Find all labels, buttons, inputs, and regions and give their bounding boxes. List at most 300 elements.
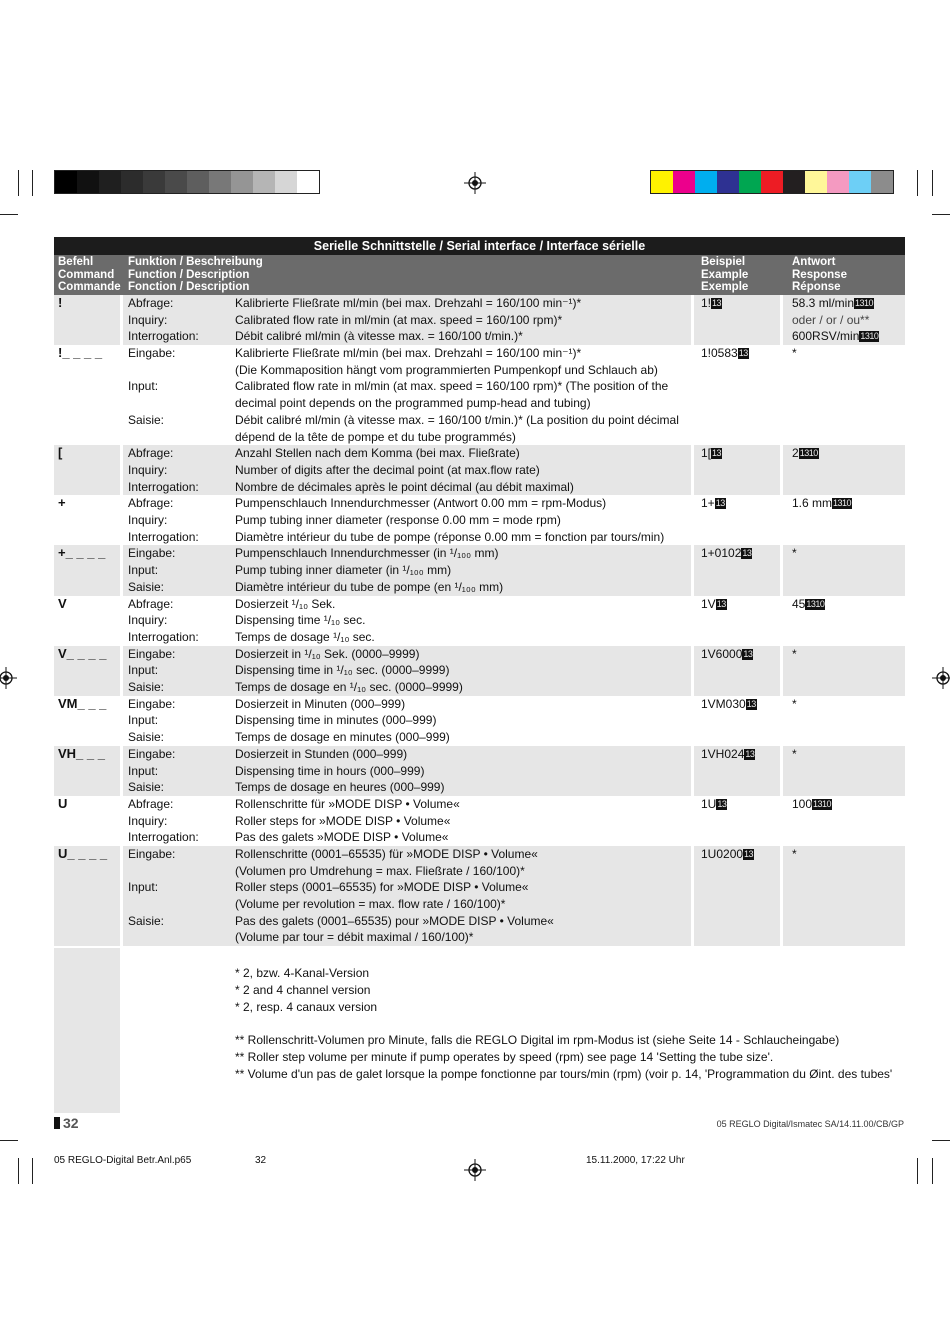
example-text: 1! — [701, 296, 712, 310]
table-row — [54, 445, 905, 495]
language-label — [128, 395, 235, 412]
language-label: Input: — [128, 563, 159, 578]
description-line — [128, 779, 691, 796]
description-line — [128, 646, 691, 663]
language-label — [128, 929, 235, 946]
description-text: Kalibrierte Fließrate ml/min (bei max. Drehzahl = 160/100 min⁻¹)* — [235, 346, 582, 361]
language-label: Inquiry: — [128, 613, 168, 628]
footnote-double: ** Volume d'un pas de galet lorsque la pompe fonctionne par tours/min (rpm) (voir p. 14, 'Programmation du Øint. des tubes' — [235, 1067, 893, 1081]
response-line — [792, 796, 905, 813]
function-cell — [123, 646, 691, 696]
description-line — [128, 362, 691, 379]
description-line — [128, 562, 691, 579]
control-code-badge: 13 — [742, 548, 752, 559]
description-text: Temps de dosage en heures (000–999) — [235, 780, 445, 795]
crop-mark — [932, 1140, 950, 1141]
description-text: Pump tubing inner diameter (response 0.00 mm = mode rpm) — [235, 513, 561, 528]
language-label: Eingabe: — [128, 746, 176, 761]
description-text: Number of digits after the decimal point (at max.flow rate) — [235, 462, 540, 477]
command-cell: VH_ _ _ — [54, 746, 120, 796]
color-swatch — [673, 171, 695, 193]
example-line — [701, 646, 780, 663]
crop-mark — [18, 170, 19, 196]
description-text: (Volumen pro Umdrehung = max. Fließrate / 160/100)* — [235, 863, 525, 878]
response-line — [792, 696, 905, 713]
description-text: dépend de la tête de pompe et du tube programmés) — [235, 429, 516, 444]
example-cell — [694, 646, 780, 696]
response-line — [792, 545, 905, 562]
description-line — [128, 445, 691, 462]
color-swatch — [805, 171, 827, 193]
function-cell — [123, 295, 691, 345]
command-cell: V — [58, 595, 67, 611]
response-line — [792, 646, 905, 663]
response-cell — [783, 596, 905, 646]
table-row — [54, 295, 905, 345]
description-text: decimal point depends on the programmed pump-head and tubing) — [235, 396, 591, 411]
control-code-badge: 13 — [716, 598, 726, 609]
description-line — [128, 679, 691, 696]
header-label: Beispiel — [701, 256, 746, 268]
table-row — [54, 545, 905, 595]
command-cell: V_ _ _ _ — [54, 646, 120, 696]
description-line — [128, 579, 691, 596]
function-cell — [123, 445, 691, 495]
command-cell: ! — [54, 295, 120, 345]
slug-datetime: 15.11.2000, 17:22 Uhr — [586, 1155, 685, 1166]
description-line — [128, 596, 691, 613]
gray-swatch — [297, 171, 319, 193]
response-text: 1.6 mm — [792, 496, 833, 511]
description-text: Temps de dosage ¹/₁₀ sec. — [235, 629, 375, 644]
crop-mark — [18, 1158, 19, 1184]
registration-mark-icon — [464, 172, 486, 194]
function-cell — [123, 796, 691, 846]
response-text: * — [792, 746, 797, 761]
response-text: * — [792, 696, 797, 711]
description-line — [128, 696, 691, 713]
function-cell — [123, 596, 691, 646]
slug-file: 05 REGLO-Digital Betr.Anl.p65 — [54, 1155, 192, 1166]
control-code-badge: 13 — [738, 348, 748, 359]
command-cell: VM_ _ _ — [58, 695, 107, 711]
description-line — [128, 612, 691, 629]
slug-page: 32 — [255, 1155, 267, 1166]
function-cell — [123, 495, 691, 545]
description-line — [128, 846, 691, 863]
header-label: Commande — [58, 281, 121, 293]
description-line — [128, 395, 691, 412]
header-label: Exemple — [701, 281, 749, 293]
response-text: 58.3 ml/min — [792, 296, 855, 310]
description-line — [128, 295, 691, 312]
table-header — [54, 255, 905, 295]
response-text: 100 — [792, 796, 813, 811]
language-label: Inquiry: — [128, 312, 168, 327]
registration-mark-icon — [0, 667, 17, 689]
description-line — [128, 378, 691, 395]
language-label: Eingabe: — [128, 546, 176, 561]
color-swatch — [871, 171, 893, 193]
control-code-badge: 1310 — [799, 448, 818, 459]
command-cell: [ — [54, 445, 120, 495]
gray-swatch — [187, 171, 209, 193]
description-text: Rollenschritte (0001–65535) für »MODE DISP • Volume« — [235, 847, 538, 862]
description-text: Anzahl Stellen nach dem Komma (bei max. Fließrate) — [235, 446, 520, 461]
response-text: 600RSV/min — [792, 329, 860, 344]
description-text: Dosierzeit in Minuten (000–999) — [235, 696, 406, 711]
example-text: 1V — [701, 596, 716, 611]
header-label: Example — [701, 268, 749, 281]
description-line — [128, 479, 691, 496]
example-text: 1VM030 — [701, 696, 746, 711]
description-text: Dispensing time ¹/₁₀ sec. — [235, 613, 366, 628]
gray-swatch — [253, 171, 275, 193]
control-code-badge: 1310 — [855, 298, 874, 308]
command-cell: + — [58, 495, 66, 511]
crop-mark — [932, 1158, 933, 1184]
description-text: Débit calibré ml/min (à vitesse max. = 160/100 t/min.)* — [235, 329, 523, 344]
example-text: 1U — [701, 796, 717, 811]
description-text: Dosierzeit ¹/₁₀ Sek. — [235, 596, 336, 611]
example-text: 1+ — [701, 496, 715, 511]
footnote-panel — [123, 948, 691, 1113]
description-text: Temps de dosage en ¹/₁₀ sec. (0000–9999) — [235, 680, 463, 695]
example-line — [701, 495, 780, 512]
function-cell — [123, 545, 691, 595]
example-line — [701, 295, 780, 312]
color-swatch — [717, 171, 739, 193]
description-line — [128, 545, 691, 562]
header-command — [58, 256, 121, 294]
language-label: Inquiry: — [128, 813, 168, 828]
response-cell — [783, 696, 905, 746]
response-cell — [783, 545, 905, 595]
description-text: (Die Kommaposition hängt vom programmierten Pumpenkopf und Schlauch ab) — [235, 362, 658, 377]
language-label: Interrogation: — [128, 479, 199, 494]
footnotes-area — [54, 948, 905, 1113]
description-line — [128, 312, 691, 329]
table-row — [54, 846, 905, 946]
registration-mark-icon — [464, 1159, 486, 1181]
example-text: 1+0102 — [701, 546, 742, 561]
control-code-badge: 13 — [712, 298, 722, 308]
document-reference: 05 REGLO Digital/Ismatec SA/14.11.00/CB/GP — [716, 1119, 904, 1129]
language-label: Saisie: — [128, 913, 165, 928]
language-label: Eingabe: — [128, 646, 176, 661]
control-code-badge: 1310 — [813, 798, 832, 809]
language-label: Eingabe: — [128, 696, 176, 711]
language-label: Saisie: — [128, 730, 165, 745]
description-line — [128, 729, 691, 746]
footnote-double: ** Roller step volume per minute if pump operates by speed (rpm) see page 14 'Setting the tube size'. — [235, 1050, 774, 1064]
gray-swatch — [55, 171, 77, 193]
description-line — [128, 896, 691, 913]
table-row — [54, 796, 905, 846]
gray-swatch — [275, 171, 297, 193]
response-cell — [783, 345, 905, 445]
language-label: Interrogation: — [128, 329, 199, 344]
language-label: Input: — [128, 379, 159, 394]
response-line — [792, 846, 905, 863]
control-code-badge: 1310 — [860, 331, 879, 342]
color-swatch — [761, 171, 783, 193]
response-line — [792, 312, 905, 329]
command-cell: !_ _ _ _ — [58, 345, 103, 361]
description-line — [128, 929, 691, 946]
example-cell — [694, 445, 780, 495]
example-cell — [694, 295, 780, 345]
header-function — [128, 256, 263, 294]
description-text: (Volume par tour = débit maximal / 160/100)* — [235, 930, 474, 945]
response-cell — [783, 796, 905, 846]
crop-mark — [32, 170, 33, 196]
table-row — [54, 345, 905, 445]
description-text: Calibrated flow rate in ml/min (at max. speed = 160/100 rpm)* — [235, 312, 563, 327]
gray-swatch — [143, 171, 165, 193]
language-label: Saisie: — [128, 680, 165, 695]
response-cell — [783, 295, 905, 345]
description-line — [128, 913, 691, 930]
language-label: Saisie: — [128, 780, 165, 795]
description-text: Pas des galets (0001–65535) pour »MODE DISP • Volume« — [235, 913, 554, 928]
color-swatch — [827, 171, 849, 193]
control-code-badge: 13 — [717, 798, 727, 809]
example-line — [701, 596, 780, 613]
response-cell — [783, 646, 905, 696]
gray-swatch — [99, 171, 121, 193]
table-row — [54, 696, 905, 746]
header-response — [792, 256, 847, 294]
language-label: Abfrage: — [128, 446, 174, 461]
description-text: Pump tubing inner diameter (in ¹/₁₀₀ mm) — [235, 563, 452, 578]
description-text: Pas des galets »MODE DISP • Volume« — [235, 830, 449, 845]
header-label: Befehl — [58, 256, 94, 268]
description-line — [128, 328, 691, 345]
example-text: 1!0583 — [701, 346, 738, 361]
crop-mark — [917, 1158, 918, 1184]
table-row — [54, 596, 905, 646]
description-text: Pumpenschlauch Innendurchmesser (Antwort 0.00 mm = rpm-Modus) — [235, 496, 607, 511]
control-code-badge: 13 — [744, 849, 754, 860]
description-text: Dispensing time in hours (000–999) — [235, 763, 425, 778]
language-label — [128, 362, 235, 379]
function-cell — [123, 746, 691, 796]
table-row — [54, 746, 905, 796]
response-cell — [783, 746, 905, 796]
description-text: Dosierzeit in Stunden (000–999) — [235, 746, 408, 761]
language-label: Abfrage: — [128, 296, 174, 310]
response-line — [792, 445, 905, 462]
function-cell — [123, 846, 691, 946]
description-line — [128, 662, 691, 679]
description-line — [128, 512, 691, 529]
page-number-text: 32 — [63, 1115, 79, 1131]
command-cell: U — [58, 795, 68, 811]
language-label: Eingabe: — [128, 847, 176, 862]
description-line — [128, 796, 691, 813]
language-label: Eingabe: — [128, 346, 176, 361]
response-line — [792, 328, 905, 345]
language-label: Inquiry: — [128, 462, 168, 477]
language-label: Input: — [128, 880, 159, 895]
command-cell: U_ _ _ _ — [54, 846, 120, 946]
description-line — [128, 746, 691, 763]
color-swatch — [739, 171, 761, 193]
gray-swatch — [77, 171, 99, 193]
crop-mark — [932, 170, 933, 196]
control-code-badge: 13 — [746, 698, 756, 709]
description-text: Débit calibré ml/min (à vitesse max. = 160/100 t/min.)* (La position du point décimal — [235, 412, 679, 427]
gray-swatch — [165, 171, 187, 193]
description-text: Roller steps (0001–65535) for »MODE DISP • Volume« — [235, 880, 529, 895]
response-cell — [783, 846, 905, 946]
control-code-badge: 1310 — [833, 498, 852, 509]
language-label: Input: — [128, 713, 159, 728]
control-code-badge: 13 — [745, 748, 755, 759]
header-label: Function / Description — [128, 268, 250, 281]
gray-swatch — [121, 171, 143, 193]
header-label: Fonction / Description — [128, 281, 250, 293]
language-label: Input: — [128, 663, 159, 678]
header-label: Response — [792, 268, 847, 281]
description-text: Roller steps for »MODE DISP • Volume« — [235, 813, 451, 828]
color-swatch — [651, 171, 673, 193]
response-text: * — [792, 546, 797, 561]
description-line — [128, 529, 691, 546]
description-text: Dosierzeit in ¹/₁₀ Sek. (0000–9999) — [235, 646, 420, 661]
serial-interface-table — [54, 237, 905, 946]
description-text: Diamètre intérieur du tube de pompe (réponse 0.00 mm = fonction par tours/min) — [235, 529, 665, 544]
grayscale-bar — [54, 170, 320, 194]
page-marker-icon — [54, 1117, 60, 1129]
crop-mark — [0, 1140, 18, 1141]
description-line — [128, 429, 691, 446]
example-cell — [694, 796, 780, 846]
response-text: * — [792, 346, 797, 361]
example-text: 1V6000 — [701, 646, 743, 661]
description-line — [128, 412, 691, 429]
response-text: * — [792, 847, 797, 862]
header-label: Funktion / Beschreibung — [128, 256, 263, 268]
table-body — [54, 295, 905, 946]
response-text: oder / or / ou** — [792, 312, 870, 327]
example-line — [701, 696, 780, 713]
description-line — [128, 712, 691, 729]
header-label: Réponse — [792, 281, 841, 293]
description-line — [128, 829, 691, 846]
response-line — [792, 495, 905, 512]
example-cell — [694, 495, 780, 545]
response-text: * — [792, 646, 797, 661]
footnote-single: * 2, bzw. 4-Kanal-Version — [235, 966, 370, 980]
example-line — [701, 846, 780, 863]
table-row — [54, 646, 905, 696]
example-line — [701, 545, 780, 562]
description-text: Calibrated flow rate in ml/min (at max. speed = 160/100 rpm)* (The position of the — [235, 379, 669, 394]
footnote-single: * 2, resp. 4 canaux version — [235, 1000, 378, 1014]
example-line — [701, 796, 780, 813]
example-text: 1[ — [701, 446, 712, 461]
description-text: Nombre de décimales après le point décimal (au débit maximal) — [235, 479, 574, 494]
example-cell — [694, 846, 780, 946]
color-swatch — [849, 171, 871, 193]
header-label: Antwort — [792, 256, 836, 268]
response-text: 45 — [792, 596, 806, 611]
language-label: Input: — [128, 763, 159, 778]
description-line — [128, 629, 691, 646]
description-text: Dispensing time in ¹/₁₀ sec. (0000–9999) — [235, 663, 450, 678]
response-line — [792, 596, 905, 613]
response-line — [792, 295, 905, 312]
response-cell — [783, 445, 905, 495]
registration-mark-icon — [932, 667, 950, 689]
footnote-shade — [54, 948, 120, 1113]
control-code-badge: 13 — [743, 648, 753, 659]
color-swatch — [783, 171, 805, 193]
description-text: Dispensing time in minutes (000–999) — [235, 713, 437, 728]
response-cell — [783, 495, 905, 545]
description-text: Pumpenschlauch Innendurchmesser (in ¹/₁₀₀ mm) — [235, 546, 499, 561]
example-text: 1VH024 — [701, 746, 745, 761]
description-line — [128, 462, 691, 479]
language-label: Interrogation: — [128, 830, 199, 845]
example-cell — [694, 696, 780, 746]
description-text: (Volume per revolution = max. flow rate / 160/100)* — [235, 897, 506, 912]
table-row — [54, 495, 905, 545]
response-line — [792, 345, 905, 362]
footnote-single: * 2 and 4 channel version — [235, 983, 371, 997]
gray-swatch — [209, 171, 231, 193]
crop-mark — [917, 170, 918, 196]
example-line — [701, 345, 780, 362]
control-code-badge: 13 — [712, 448, 722, 459]
language-label — [128, 429, 235, 446]
example-cell — [694, 596, 780, 646]
language-label — [128, 896, 235, 913]
gray-swatch — [231, 171, 253, 193]
language-label: Abfrage: — [128, 596, 174, 611]
language-label: Interrogation: — [128, 629, 199, 644]
example-line — [701, 445, 780, 462]
language-label: Abfrage: — [128, 496, 174, 511]
description-text: Rollenschritte für »MODE DISP • Volume« — [235, 796, 460, 811]
description-text: Kalibrierte Fließrate ml/min (bei max. Drehzahl = 160/100 min⁻¹)* — [235, 296, 582, 310]
table-title: Serielle Schnittstelle / Serial interface / Interface sérielle — [54, 237, 905, 255]
example-text: 1U0200 — [701, 847, 744, 862]
control-code-badge: 1310 — [806, 598, 825, 609]
language-label: Inquiry: — [128, 513, 168, 528]
page-number — [54, 1115, 79, 1131]
response-line — [792, 746, 905, 763]
language-label: Interrogation: — [128, 529, 199, 544]
example-cell — [694, 345, 780, 445]
color-swatch — [695, 171, 717, 193]
function-cell — [123, 345, 691, 445]
example-cell — [694, 746, 780, 796]
crop-mark — [0, 214, 18, 215]
language-label: Abfrage: — [128, 796, 174, 811]
crop-mark — [932, 214, 950, 215]
description-line — [128, 495, 691, 512]
description-text: Temps de dosage en minutes (000–999) — [235, 730, 450, 745]
header-example — [701, 256, 748, 294]
language-label: Saisie: — [128, 579, 165, 594]
response-text: 2 — [792, 446, 799, 461]
example-cell — [694, 545, 780, 595]
language-label: Saisie: — [128, 412, 165, 427]
footnote-double: ** Rollenschritt-Volumen pro Minute, falls die REGLO Digital im rpm-Modus ist (siehe Seite 14 - Schlaucheingabe) — [235, 1033, 840, 1047]
